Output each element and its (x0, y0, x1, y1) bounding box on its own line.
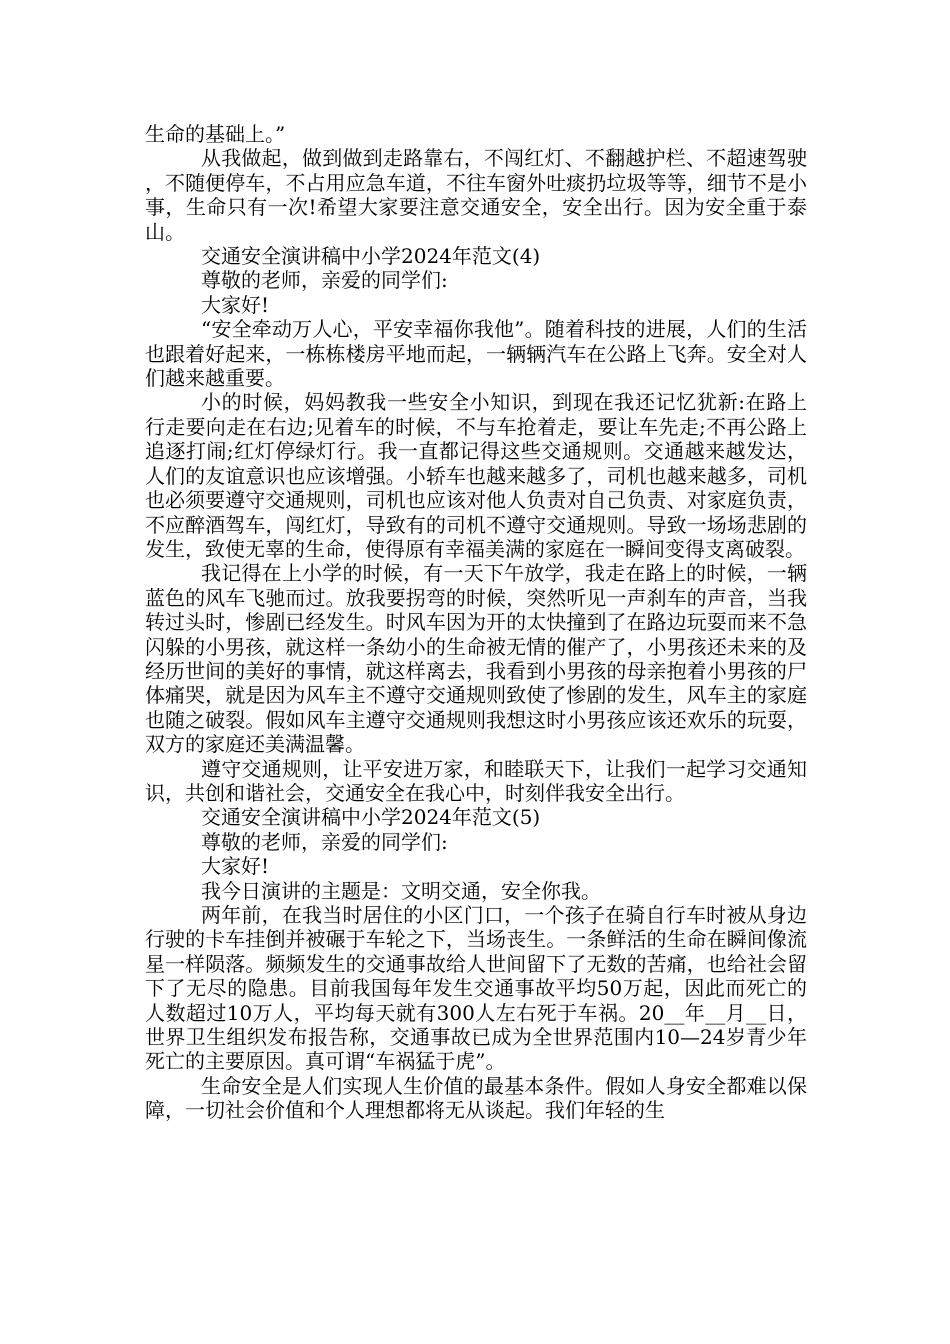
paragraph: 遵守交通规则，让平安进万家，和睦联天下，让我们一起学习交通知识，共创和谐社会，交通安全在我心中，时刻伴我安全出行。 (145, 756, 807, 805)
paragraph: 我记得在上小学的时候，有一天下午放学，我走在路上的时候，一辆蓝色的风车飞驰而过。放我要拐弯的时候，突然听见一声刹车的声音，当我转过头时，惨剧已经发生。时风车因为开的太快撞到了在路边玩耍而来不急闪躲的小男孩，就这样一条幼小的生命被无情的催产了，小男孩还未来的及经历世间的美好的事情，就这样离去，我看到小男孩的母亲抱着小男孩的尸体痛哭，就是因为风车主不遵守交通规则致使了惨剧的发生，风车主的家庭也随之破裂。假如风车主遵守交通规则我想这时小男孩应该还欢乐的玩耍，双方的家庭还美满温馨。 (145, 561, 807, 757)
paragraph: “安全牵动万人心，平安幸福你我他”。随着科技的进展，人们的生活也跟着好起来，一栋栋楼房平地而起，一辆辆汽车在公路上飞奔。安全对人们越来越重要。 (145, 317, 807, 391)
section-heading: 交通安全演讲稿中小学2024年范文(5) (201, 805, 541, 830)
greeting: 大家好! (201, 292, 270, 317)
paragraph: 我今日演讲的主题是：文明交通，安全你我。 (201, 878, 601, 903)
paragraph: 生命安全是人们实现人生价值的最基本条件。假如人身安全都难以保障，一切社会价值和个人理想都将无从谈起。我们年轻的生 (145, 1073, 807, 1123)
paragraph: 生命的基础上。” (145, 122, 286, 146)
document-page (145, 122, 807, 1123)
salutation: 尊敬的老师，亲爱的同学们: (201, 829, 448, 854)
salutation: 尊敬的老师，亲爱的同学们: (201, 268, 448, 293)
paragraph: 小的时候，妈妈教我一些安全小知识，到现在我还记忆犹新:在路上行走要向走在右边;见着车的时候，不与车抢着走，要让车先走;不再公路上追逐打闹;红灯停绿灯行。我一直都记得这些交通规则。交通越来越发达，人们的友谊意识也应该增强。小轿车也越来越多了，司机也越来越多，司机也必须要遵守交通规则，司机也应该对他人负责对自己负责、对家庭负责，不应醉酒驾车，闯红灯，导致有的司机不遵守交通规则。导致一场场悲剧的发生，致使无辜的生命，使得原有幸福美满的家庭在一瞬间变得支离破裂。 (145, 390, 807, 561)
greeting: 大家好! (201, 854, 270, 879)
paragraph: 从我做起，做到做到走路靠右，不闯红灯、不翻越护栏、不超速驾驶，不随便停车，不占用应急车道，不往车窗外吐痰扔垃圾等等，细节不是小事，生命只有一次!希望大家要注意交通安全，安全出行。因为安全重于泰山。 (145, 146, 807, 244)
paragraph: 两年前，在我当时居住的小区门口，一个孩子在骑自行车时被从身边行驶的卡车挂倒并被碾于车轮之下，当场丧生。一条鲜活的生命在瞬间像流星一样陨落。频频发生的交通事故给人世间留下了无数的苦痛，也给社会留下了无尽的隐患。目前我国每年发生交通事故平均50万起，因此而死亡的人数超过10万人，平均每天就有300人左右死于车祸。20__年__月__日，世界卫生组织发布报告称，交通事故已成为全世界范围内10—24岁青少年死亡的主要原因。真可谓“车祸猛于虎”。 (145, 903, 807, 1074)
section-heading: 交通安全演讲稿中小学2024年范文(4) (201, 244, 541, 269)
